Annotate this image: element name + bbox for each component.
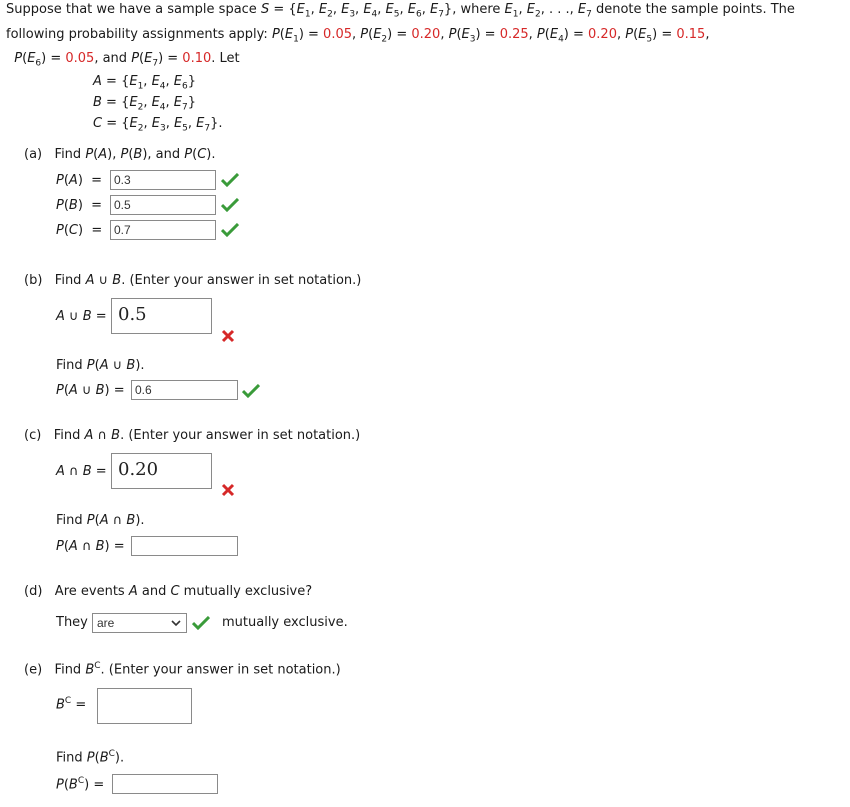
prob-complement-input[interactable] [112,774,218,794]
union-input[interactable]: 0.5 [111,298,212,334]
set-b-definition: $B = \{E_2$, $E_4$, $E_7$} [93,95,197,113]
check-icon [242,384,260,398]
p-b-label: P(B) = [56,198,103,213]
check-icon [221,173,239,187]
chevron-down-icon [170,617,182,629]
prob-e3: 0.25 [499,26,529,42]
part-a-prompt: (a) Find P(A), P(B), and P(C). [24,147,216,162]
part-e-prompt: (e) Find $B^C$. (Enter your answer in set notation.) [24,661,341,678]
prob-e4: 0.20 [588,26,617,42]
mutually-exclusive-text: mutually exclusive. [222,615,348,630]
prob-e5: 0.15 [676,26,706,42]
check-icon [192,616,210,630]
p-c-input[interactable]: 0.7 [110,220,216,240]
prob-intersection-label: P(A ∩ B) = [56,539,125,554]
select-value: are [97,616,115,630]
check-icon [221,223,239,237]
p-a-input[interactable]: 0.3 [110,170,216,190]
part-b-prob-prompt: Find P(A ∪ B). [56,358,145,373]
they-label: They [56,615,88,630]
mutually-exclusive-select[interactable] [92,613,187,633]
part-c-prob-prompt: Find P(A ∩ B). [56,513,145,528]
p-a-label: P(A) = [56,173,103,188]
intersection-input[interactable]: 0.20 [111,453,212,489]
intersection-label: A ∩ B = [56,464,107,479]
prob-complement-label: $P(B^C)$ = [56,776,105,793]
prob-e1: 0.05 [323,26,352,42]
part-d-prompt: (d) Are events A and C mutually exclusive? [24,584,313,599]
prob-e2: 0.20 [411,26,441,42]
cross-icon [221,483,235,497]
p-c-label: P(C) = [56,223,103,238]
prob-e6: 0.05 [65,51,95,67]
part-c-prompt: (c) Find A ∩ B. (Enter your answer in set notation.) [24,428,361,443]
prob-union-input[interactable]: 0.6 [131,380,238,400]
p-b-input[interactable]: 0.5 [110,195,216,215]
cross-icon [221,329,235,343]
prob-union-label: P(A ∪ B) = [56,383,125,398]
prob-e7: 0.10 [182,51,212,67]
complement-label: $B^C$ = [56,696,87,713]
problem-intro: Suppose that we have a sample space $S = \{E_1$, $E_2$, $E_3$, $E_4$, $E_5$, $E_6$, $E_7$}, where $E_1$, $E_2$, . . ., $E_7$ denote the sample points. The following probability assignments apply: $P(E_1) = 0.05$, $P(E_2) = 0.20$, $P(E_3) = 0.25$, $P(E_4) = 0.20$, $P(E_5) = 0.15$, $P(E_6) = 0.05$, and $P(E_7) = 0.10$. Let [6,2,795,69]
prob-intersection-input[interactable] [131,536,238,556]
part-e-prob-prompt: Find $P(B^C)$. [56,749,125,766]
part-b-prompt: (b) Find A ∪ B. (Enter your answer in set notation.) [24,273,362,288]
set-a-definition: $A = \{E_1$, $E_4$, $E_6$} [93,74,197,92]
complement-input[interactable] [97,688,192,724]
check-icon [221,198,239,212]
set-c-definition: $C = \{E_2$, $E_3$, $E_5$, $E_7$}. [93,116,223,134]
union-label: A ∪ B = [56,309,107,324]
